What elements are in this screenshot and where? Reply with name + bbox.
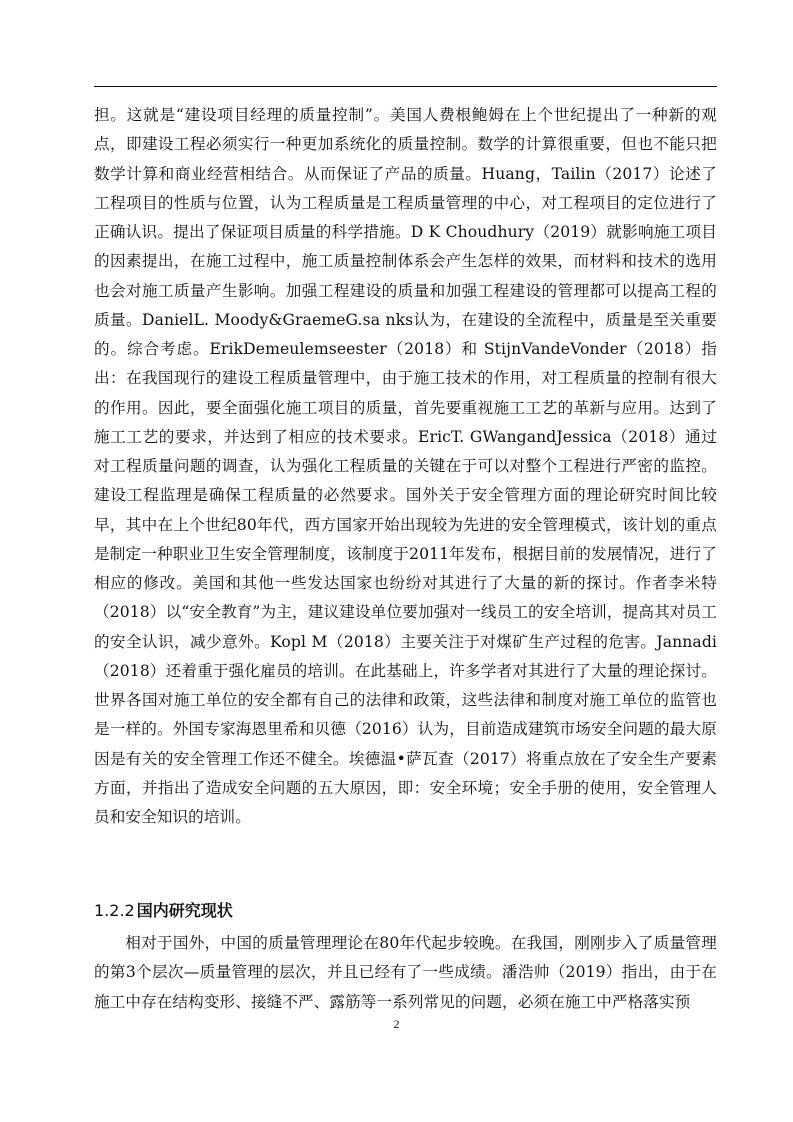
section-number: 1.2.2 — [94, 901, 135, 920]
paragraph-text: 相对于国外，中国的质量管理理论在80年代起步较晚。在我国，刚刚步入了质量管理的第3个层次—质量管理的层次，并且已经有了一些成绩。潘浩帅（2019）指出，由于在施工中存在结构变形、接缝不严、露筋等一系列常见的问题，必须在施工中严格落实预 — [94, 934, 717, 1011]
section-title: 国内研究现状 — [136, 901, 233, 920]
page-number: 2 — [393, 1017, 400, 1031]
body-paragraph-continued — [94, 101, 717, 832]
header-rule — [94, 86, 717, 87]
body-paragraph — [94, 929, 717, 1017]
paragraph-text: 担。这就是“建设项目经理的质量控制”。美国人费根鲍姆在上个世纪提出了一种新的观点，即建设工程必须实行一种更加系统化的质量控制。数学的计算很重要，但也不能只把数学计算和商业经营相结合。从而保证了产品的质量。Huang，Tailin（2017）论述了工程项目的性质与位置，认为工程质量是工程质量管理的中心，对工程项目的定位进行了正确认识。提出了保证项目质量的科学措施。D K Choudhury（2019）就影响施工项目的因素提出，在施工过程中，施工质量控制体系会产生怎样的效果，而材料和技术的选用也会对施工质量产生影响。加强工程建设的质量和加强工程建设的管理都可以提高工程的质量。DanielL. Moody&GraemeG.sa nks认为，在建设的全流程中，质量是至关重要的。综合考虑。ErikDemeulemseester（2018）和 StijnVandeVonder（2018）指出：在我国现行的建设工程质量管理中，由于施工技术的作用，对工程质量的控制有很大的作用。因此，要全面强化施工项目的质量，首先要重视施工工艺的革新与应用。达到了施工工艺的要求，并达到了相应的技术要求。EricT. GWangandJessica（2018）通过对工程质量问题的调查，认为强化工程质量的关键在于可以对整个工程进行严密的监控。建设工程监理是确保工程质量的必然要求。国外关于安全管理方面的理论研究时间比较早，其中在上个世纪80年代，西方国家开始出现较为先进的安全管理模式，该计划的重点是制定一种职业卫生安全管理制度，该制度于2011年发布，根据目前的发展情况，进行了相应的修改。美国和其他一些发达国家也纷纷对其进行了大量的新的探讨。作者李米特（2018）以“安全教育”为主，建议建设单位要加强对一线员工的安全培训，提高其对员工的安全认识，减少意外。Kopl M（2018）主要关注于对煤矿生产过程的危害。Jannadi（2018）还着重于强化雇员的培训。在此基础上，许多学者对其进行了大量的理论探讨。世界各国对施工单位的安全都有自己的法律和政策，这些法律和制度对施工单位的监管也是一样的。外国专家海恩里希和贝德（2016）认为，目前造成建筑市场安全问题的最大原因是有关的安全管理工作还不健全。埃德温•萨瓦查（2017）将重点放在了安全生产要素方面，并指出了造成安全问题的五大原因，即：安全环境；安全手册的使用，安全管理人员和安全知识的培训。 — [94, 106, 717, 826]
section-heading — [94, 897, 233, 925]
